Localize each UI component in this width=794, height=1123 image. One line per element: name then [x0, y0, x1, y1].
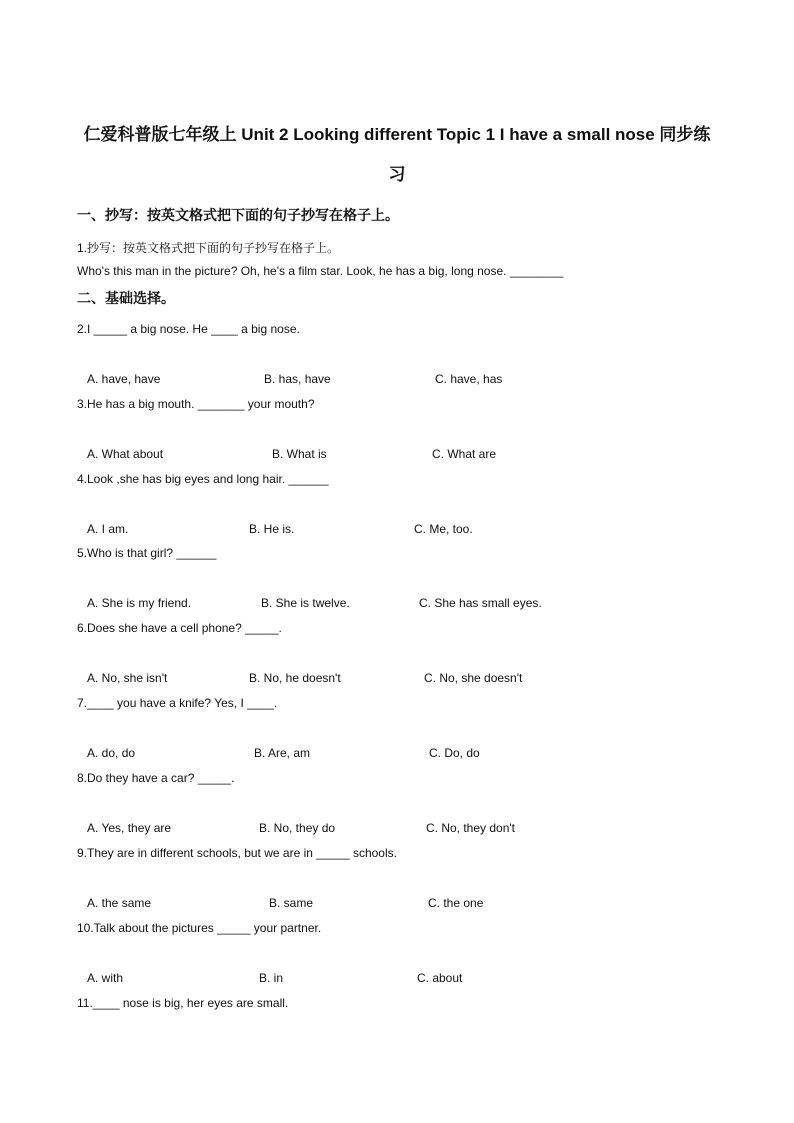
document-title-line1: 仁爱科普版七年级上 Unit 2 Looking different Topic 1 I have a small nose 同步练 — [83, 125, 711, 144]
question-1-sentence: Who's this man in the picture? Oh, he's a film star. Look, he has a big, long nose. ________ — [77, 264, 564, 278]
question-5-option-a: A. She is my friend. — [87, 596, 192, 610]
question-5-option-b: B. She is twelve. — [261, 596, 350, 610]
question-2-option-a: A. have, have — [87, 372, 161, 386]
question-8-option-b: B. No, they do — [259, 821, 336, 835]
question-4-option-b: B. He is. — [249, 522, 295, 536]
question-8-stem: 8.Do they have a car? _____. — [77, 771, 235, 785]
question-7-option-a: A. do, do — [87, 746, 136, 760]
question-9-option-b: B. same — [269, 896, 314, 910]
question-10-option-b: B. in — [259, 971, 284, 985]
question-10-option-a: A. with — [87, 971, 124, 985]
question-10-option-c: C. about — [417, 971, 463, 985]
question-2-stem: 2.I _____ a big nose. He ____ a big nose. — [77, 322, 300, 336]
question-7-option-c: C. Do, do — [429, 746, 480, 760]
question-6-option-a: A. No, she isn't — [87, 671, 168, 685]
question-8-option-c: C. No, they don't — [426, 821, 516, 835]
question-4-option-a: A. I am. — [87, 522, 129, 536]
question-7-option-b: B. Are, am — [254, 746, 311, 760]
question-8-option-a: A. Yes, they are — [87, 821, 172, 835]
question-9-stem: 9.They are in different schools, but we are in _____ schools. — [77, 846, 397, 860]
question-9-option-c: C. the one — [428, 896, 484, 910]
question-3-option-a: A. What about — [87, 447, 164, 461]
question-4-stem: 4.Look ,she has big eyes and long hair. ______ — [77, 472, 329, 486]
document-title-line2: 习 — [388, 165, 406, 184]
question-6-stem: 6.Does she have a cell phone? _____. — [77, 621, 282, 635]
question-3-stem: 3.He has a big mouth. _______ your mouth? — [77, 397, 315, 411]
question-6-option-b: B. No, he doesn't — [249, 671, 341, 685]
section-heading-copy: 一、抄写：按英文格式把下面的句子抄写在格子上。 — [77, 207, 399, 223]
question-3-option-b: B. What is — [272, 447, 327, 461]
question-11-stem: 11.____ nose is big, her eyes are small. — [77, 996, 289, 1010]
question-5-option-c: C. She has small eyes. — [419, 596, 542, 610]
section-heading-choice: 二、基础选择。 — [77, 290, 175, 306]
question-3-option-c: C. What are — [432, 447, 497, 461]
question-10-stem: 10.Talk about the pictures _____ your partner. — [77, 921, 322, 935]
question-6-option-c: C. No, she doesn't — [424, 671, 523, 685]
question-9-option-a: A. the same — [87, 896, 152, 910]
question-7-stem: 7.____ you have a knife? Yes, I ____. — [77, 696, 278, 710]
question-1-instruction: 1.抄写：按英文格式把下面的句子抄写在格子上。 — [77, 241, 340, 255]
question-5-stem: 5.Who is that girl? ______ — [77, 546, 217, 560]
question-4-option-c: C. Me, too. — [414, 522, 473, 536]
question-2-option-c: C. have, has — [435, 372, 503, 386]
question-2-option-b: B. has, have — [264, 372, 331, 386]
